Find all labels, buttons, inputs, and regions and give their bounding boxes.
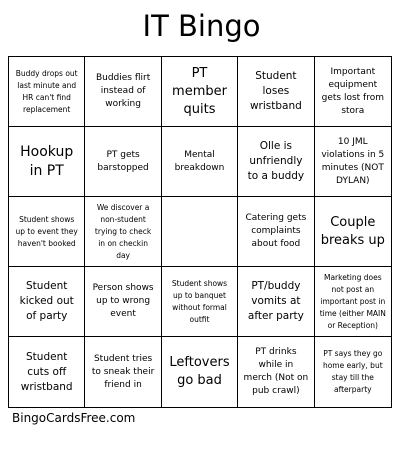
bingo-cell: Hookup in PT [9, 127, 85, 197]
bingo-cell: PT/buddy vomits at after party [238, 267, 314, 337]
bingo-cell: Student shows up to banquet without formal outfit [162, 267, 238, 337]
bingo-cell: PT says they go home early, but stay till the afterparty [322, 349, 383, 394]
bingo-cell: Student loses wristband [238, 57, 314, 127]
bingo-cell: Student kicked out of party [9, 267, 85, 337]
bingo-cell: Person shows up to wrong event [85, 267, 161, 337]
footer-credit: BingoCardsFree.com [12, 411, 136, 425]
bingo-cell: Student tries to sneak their friend in [85, 337, 161, 407]
page-title: IT Bingo [142, 9, 261, 43]
bingo-cell: PT gets barstopped [85, 127, 161, 197]
bingo-cell: Student cuts off wristband [9, 337, 85, 407]
bingo-cell: Leftovers go bad [162, 337, 238, 407]
bingo-cell: Marketing does not post an important post in time (either MAIN or Reception) [315, 267, 391, 337]
bingo-cell-free [162, 197, 238, 267]
bingo-cell: Student shows up to event they haven't booked [9, 197, 85, 267]
bingo-cell: Catering gets complaints about food [238, 197, 314, 267]
bingo-cell: PT member quits [162, 57, 238, 127]
bingo-board [8, 56, 392, 408]
bingo-cell: Buddies flirt instead of working [85, 57, 161, 127]
bingo-cell: Important equipment gets lost from stora [315, 57, 391, 127]
bingo-cell: Couple breaks up [315, 197, 391, 267]
bingo-cell: PT drinks while in merch (Not on pub crawl) [238, 337, 314, 407]
bingo-cell: We discover a non-student trying to check in on checkin day [85, 197, 161, 267]
bingo-cell: Buddy drops out last minute and HR can't find replacement [9, 57, 85, 127]
bingo-cell: Mental breakdown [162, 127, 238, 197]
bingo-cell: Olle is unfriendly to a buddy [238, 127, 314, 197]
bingo-cell: 10 JML violations in 5 minutes (NOT DYLAN) [315, 127, 391, 197]
